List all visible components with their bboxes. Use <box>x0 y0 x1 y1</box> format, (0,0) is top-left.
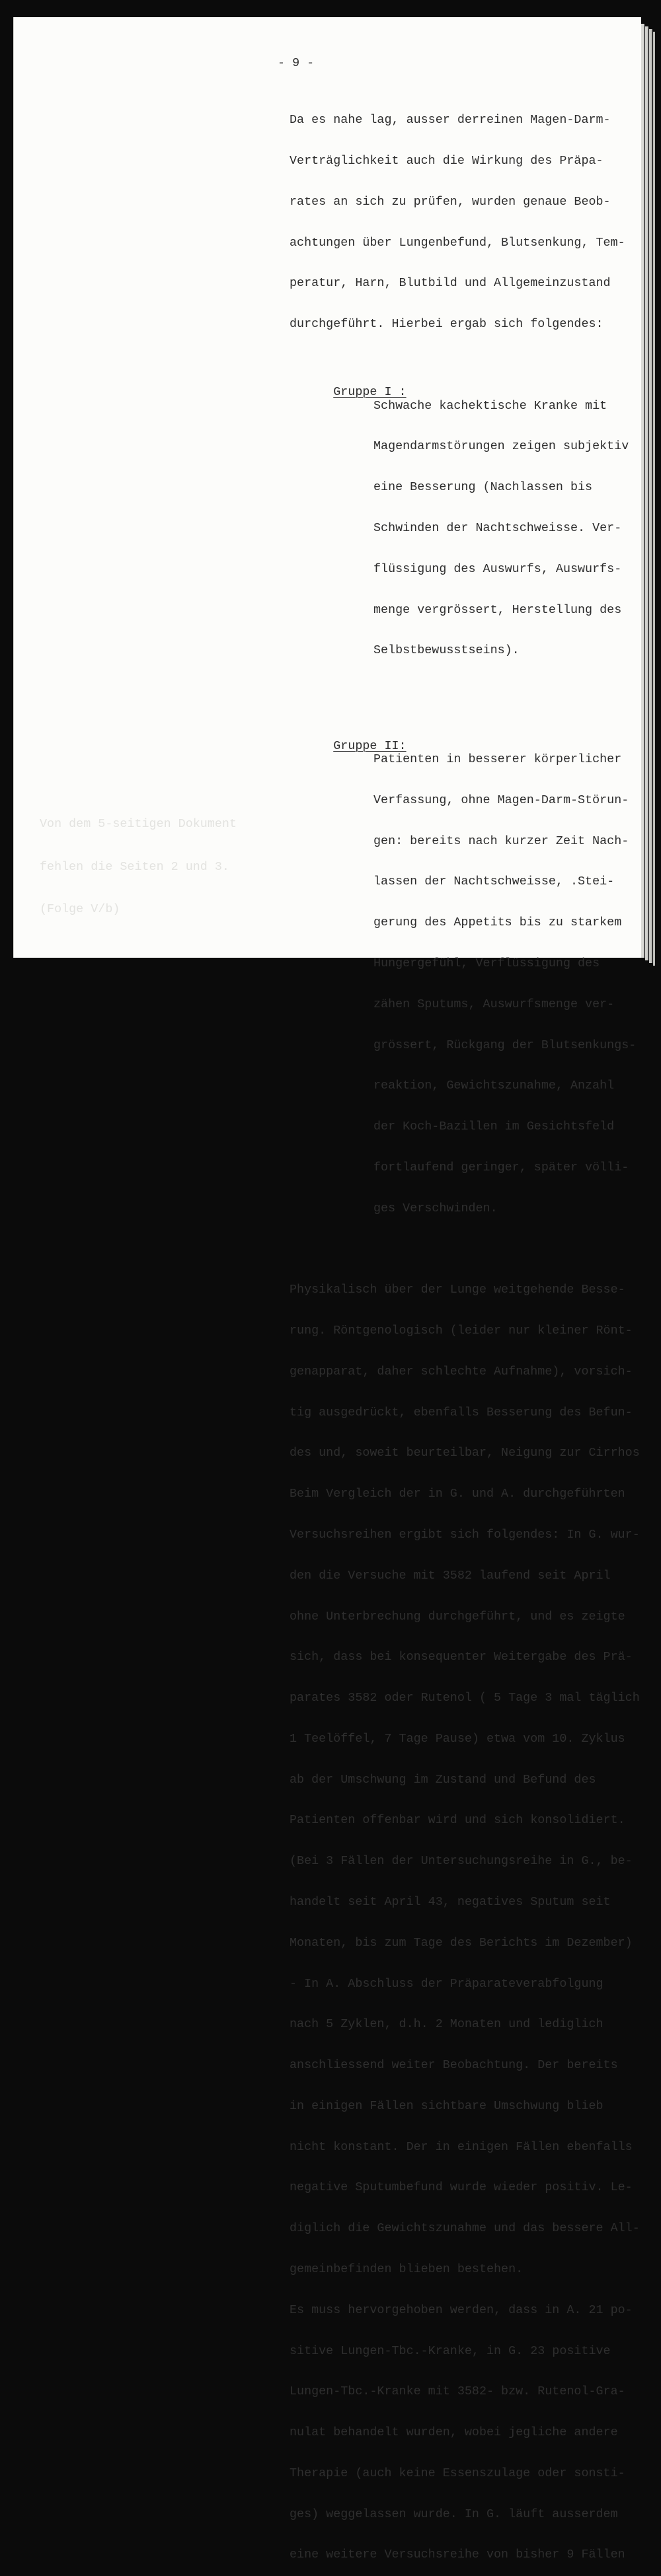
body-text <box>290 87 640 2576</box>
text-line: (Bei 3 Fällen der Untersuchungsreihe in G., be- <box>290 1854 633 1869</box>
text-line: rung. Röntgenologisch (leider nur kleiner Rönt- <box>290 1324 633 1338</box>
group-2-lines <box>373 726 636 1243</box>
text-line: ges) weggelassen wurde. In G. läuft ausserdem <box>290 2507 618 2521</box>
text-line: Patienten offenbar wird und sich konsolidiert. <box>290 1813 625 1828</box>
text-line: 1 Teelöffel, 7 Tage Pause) etwa vom 10. Zyklus <box>290 1731 625 1746</box>
page-number: - 9 - <box>278 56 315 70</box>
group-2 <box>290 726 640 1243</box>
margin-note-line: Von dem 5-seitigen Dokument <box>40 817 237 831</box>
text-line: peratur, Harn, Blutbild und Allgemeinzustand <box>290 276 611 291</box>
text-line: Monaten, bis zum Tage des Berichts im Dezember) <box>290 1935 633 1950</box>
text-line: ges Verschwinden. <box>373 1201 498 1215</box>
text-line: Verträglichkeit auch die Wirkung des Präpa- <box>290 153 603 168</box>
text-line: gemeinbefinden blieben bestehen. <box>290 2262 524 2276</box>
text-line: lassen der Nachtschweisse, .Stei- <box>373 875 615 889</box>
text-line: in einigen Fällen sichtbare Umschwung blieb <box>290 2098 603 2113</box>
text-line: der Koch-Bazillen im Gesichtsfeld <box>373 1120 615 1134</box>
text-line: Patienten in besserer körperlicher <box>373 752 622 767</box>
text-line: Da es nahe lag, ausser derreinen Magen-Darm- <box>290 113 611 127</box>
text-line: sich, dass bei konsequenter Weitergabe des Prä- <box>290 1650 633 1664</box>
text-line: rates an sich zu prüfen, wurden genaue Beob- <box>290 194 611 209</box>
text-line: - In A. Abschluss der Präparateverabfolgung <box>290 1976 603 1991</box>
text-line: zähen Sputums, Auswurfsmenge ver- <box>373 997 615 1011</box>
text-line: nach 5 Zyklen, d.h. 2 Monaten und lediglich <box>290 2017 603 2032</box>
text-line: gen: bereits nach kurzer Zeit Nach- <box>373 834 629 848</box>
text-line: Verfassung, ohne Magen-Darm-Störun- <box>373 793 629 807</box>
text-line: achtungen über Lungenbefund, Blutsenkung, Tem- <box>290 235 625 250</box>
text-line: flüssigung des Auswurfs, Auswurfs- <box>373 561 622 576</box>
group-1-lines <box>373 372 629 685</box>
text-line: Es muss hervorgehoben werden, dass in A. 21 po- <box>290 2303 633 2317</box>
text-line: ohne Unterbrechung durchgeführt, und es zeigte <box>290 1609 625 1624</box>
text-line: nicht konstant. Der in einigen Fällen ebenfalls <box>290 2139 633 2154</box>
group-2-label-cell <box>290 726 407 1243</box>
text-line: ab der Umschwung im Zustand und Befund des <box>290 1772 596 1787</box>
text-line: Versuchsreihen ergibt sich folgendes: In G. wur- <box>290 1527 640 1542</box>
margin-note-line: fehlen die Seiten 2 und 3. <box>40 859 229 874</box>
text-line: diglich die Gewichtszunahme und das bessere All- <box>290 2221 640 2236</box>
text-line: Lungen-Tbc.-Kranke mit 3582- bzw. Rutenol-Gra- <box>290 2384 625 2399</box>
margin-note <box>40 789 237 931</box>
text-line: Selbstbewusstseins). <box>373 643 520 658</box>
text-line: parates 3582 oder Rutenol ( 5 Tage 3 mal täglich <box>290 1691 640 1705</box>
text-line: durchgeführt. Hierbei ergab sich folgendes: <box>290 317 603 332</box>
group-1 <box>290 372 640 685</box>
text-line: grössert, Rückgang der Blutsenkungs- <box>373 1038 637 1052</box>
text-line: genapparat, daher schlechte Aufnahme), vorsich- <box>290 1364 633 1378</box>
page-stack-edge <box>653 32 655 966</box>
text-line: des und, soweit beurteilbar, Neigung zur Cirrhos <box>290 1446 640 1460</box>
text-line: Therapie (auch keine Essenszulage oder sonsti- <box>290 2466 625 2480</box>
group-1-label: Gruppe I : <box>333 385 407 400</box>
text-line: eine Besserung (Nachlassen bis <box>373 480 593 495</box>
group-1-label-cell <box>290 372 407 685</box>
text-line: nulat behandelt wurden, wobei jegliche andere <box>290 2425 618 2440</box>
text-line: den die Versuche mit 3582 laufend seit April <box>290 1568 611 1583</box>
text-line: Physikalisch über der Lunge weitgehende Besse- <box>290 1283 625 1297</box>
text-line: Schwache kachektische Kranke mit <box>373 398 607 413</box>
text-line: fortlaufend geringer, später völli- <box>373 1160 629 1174</box>
text-line: sitive Lungen-Tbc.-Kranke, in G. 23 positive <box>290 2343 611 2358</box>
text-line: Hungergefühl, Verflüssigung des <box>373 956 600 970</box>
text-line: tig ausgedrückt, ebenfalls Besserung des Befun- <box>290 1405 633 1419</box>
text-line: reaktion, Gewichtszunahme, Anzahl <box>373 1079 615 1093</box>
text-line: anschliessend weiter Beobachtung. Der bereits <box>290 2058 618 2073</box>
text-line: handelt seit April 43, negatives Sputum seit <box>290 1894 611 1909</box>
text-line: menge vergrössert, Herstellung des <box>373 602 622 617</box>
group-2-label: Gruppe II: <box>333 738 407 753</box>
text-line: Magendarmstörungen zeigen subjektiv <box>373 439 629 454</box>
margin-note-line: (Folge V/b) <box>40 902 120 916</box>
text-line: Schwinden der Nachtschweisse. Ver- <box>373 521 622 535</box>
text-line: negative Sputumbefund wurde wieder positiv. Le- <box>290 2180 633 2195</box>
text-line: gerung des Appetits bis zu starkem <box>373 915 622 930</box>
text-line: eine weitere Versuchsreihe von bisher 9 Fällen <box>290 2548 625 2562</box>
text-line: Beim Vergleich der in G. und A. durchgeführten <box>290 1487 625 1501</box>
